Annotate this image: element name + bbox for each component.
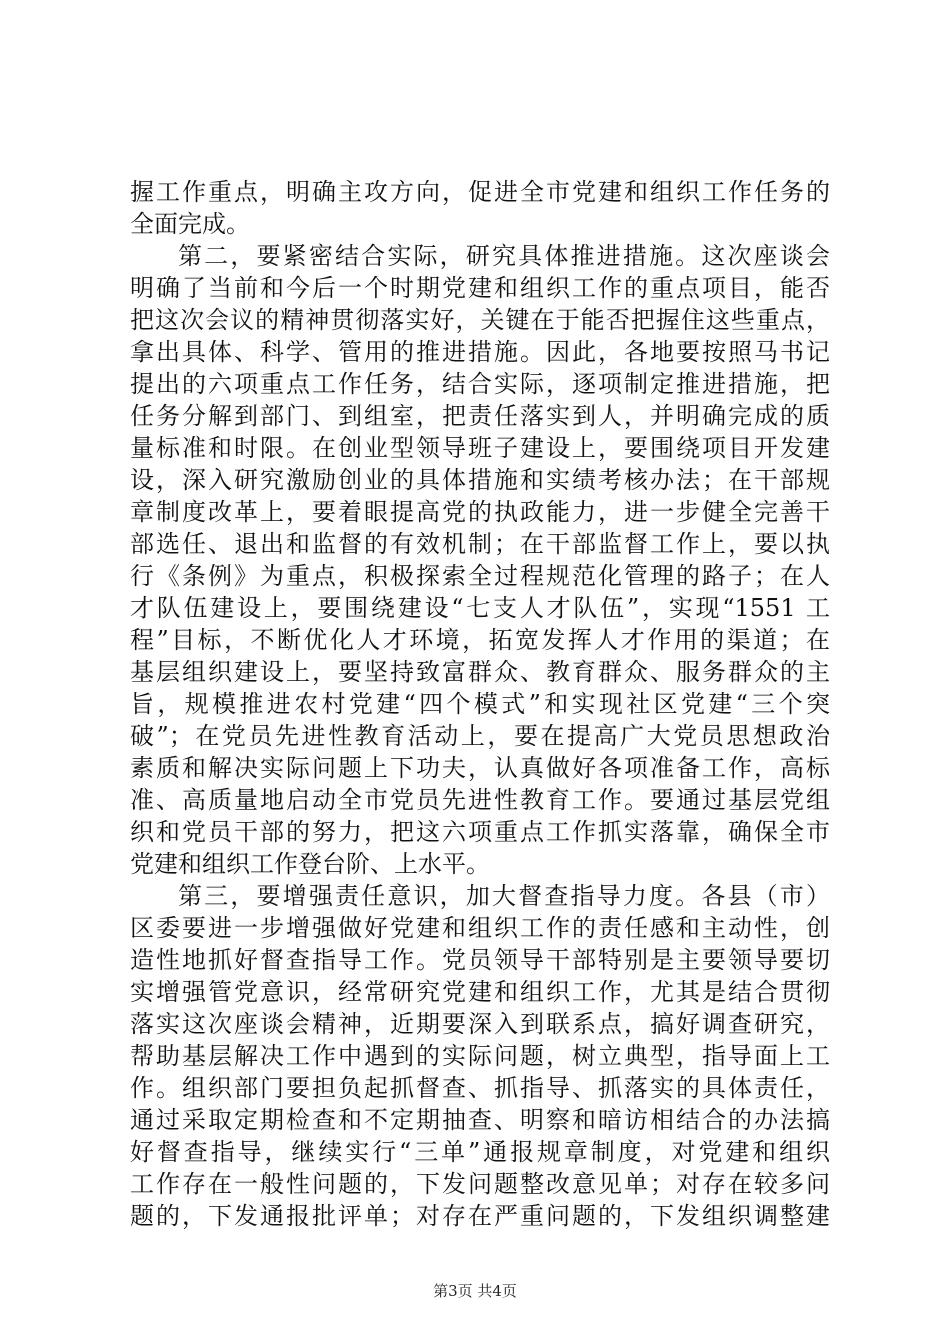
text-line: 提出的六项重点工作任务，结合实际，逐项制定推进措施，把 (130, 370, 830, 398)
text-line: 部选任、退出和监督的有效机制；在干部监督工作上，要以执 (130, 530, 830, 558)
body-text (130, 176, 830, 1232)
text-line: 造性地抓好督查指导工作。党员领导干部特别是主要领导要切 (130, 946, 830, 974)
text-line: 握工作重点，明确主攻方向，促进全市党建和组织工作任务的 (130, 178, 830, 206)
text-line: 落实这次座谈会精神，近期要深入到联系点，搞好调查研究， (130, 1010, 830, 1038)
text-line: 设，深入研究激励创业的具体措施和实绩考核办法；在干部规 (130, 466, 830, 494)
text-line: 任务分解到部门、到组室，把责任落实到人，并明确完成的质 (130, 402, 830, 430)
text-line: 才队伍建设上，要围绕建设“七支人才队伍”，实现“1551 工 (130, 594, 830, 622)
text-line: 第三，要增强责任意识，加大督查指导力度。各县（市） (178, 882, 830, 910)
text-line: 通过采取定期检查和不定期抽查、明察和暗访相结合的办法搞 (130, 1106, 830, 1134)
text-line: 工作存在一般性问题的，下发问题整改意见单；对存在较多问 (130, 1170, 830, 1198)
text-line: 帮助基层解决工作中遇到的实际问题，树立典型，指导面上工 (130, 1042, 830, 1070)
text-line: 全面完成。 (130, 210, 250, 238)
text-line: 好督查指导，继续实行“三单”通报规章制度，对党建和组织 (130, 1138, 830, 1166)
text-line: 党建和组织工作登台阶、上水平。 (130, 850, 490, 878)
text-line: 明确了当前和今后一个时期党建和组织工作的重点项目，能否 (130, 274, 830, 302)
text-line: 行《条例》为重点，积极探索全过程规范化管理的路子；在人 (130, 562, 830, 590)
text-line: 素质和解决实际问题上下功夫，认真做好各项准备工作，高标 (130, 754, 830, 782)
text-line: 程”目标，不断优化人才环境，拓宽发挥人才作用的渠道；在 (130, 626, 830, 654)
text-line: 区委要进一步增强做好党建和组织工作的责任感和主动性，创 (130, 914, 830, 942)
text-line: 把这次会议的精神贯彻落实好，关键在于能否把握住这些重点， (130, 306, 830, 334)
text-line: 基层组织建设上，要坚持致富群众、教育群众、服务群众的主 (130, 658, 830, 686)
text-line: 题的，下发通报批评单；对存在严重问题的，下发组织调整建 (130, 1202, 830, 1230)
text-line: 实增强管党意识，经常研究党建和组织工作，尤其是结合贯彻 (130, 978, 830, 1006)
text-line: 破”；在党员先进性教育活动上，要在提高广大党员思想政治 (130, 722, 830, 750)
text-line: 第二，要紧密结合实际，研究具体推进措施。这次座谈会 (178, 242, 830, 270)
text-line: 准、高质量地启动全市党员先进性教育工作。要通过基层党组 (130, 786, 830, 814)
page-number-footer: 第3页 共4页 (433, 1282, 517, 1300)
text-line: 作。组织部门要担负起抓督查、抓指导、抓落实的具体责任， (130, 1074, 830, 1102)
text-line: 量标准和时限。在创业型领导班子建设上，要围绕项目开发建 (130, 434, 830, 462)
text-line: 拿出具体、科学、管用的推进措施。因此，各地要按照马书记 (130, 338, 830, 366)
text-line: 旨，规模推进农村党建“四个模式”和实现社区党建“三个突 (130, 690, 830, 718)
text-line: 章制度改革上，要着眼提高党的执政能力，进一步健全完善干 (130, 498, 830, 526)
text-line: 织和党员干部的努力，把这六项重点工作抓实落靠，确保全市 (130, 818, 830, 846)
